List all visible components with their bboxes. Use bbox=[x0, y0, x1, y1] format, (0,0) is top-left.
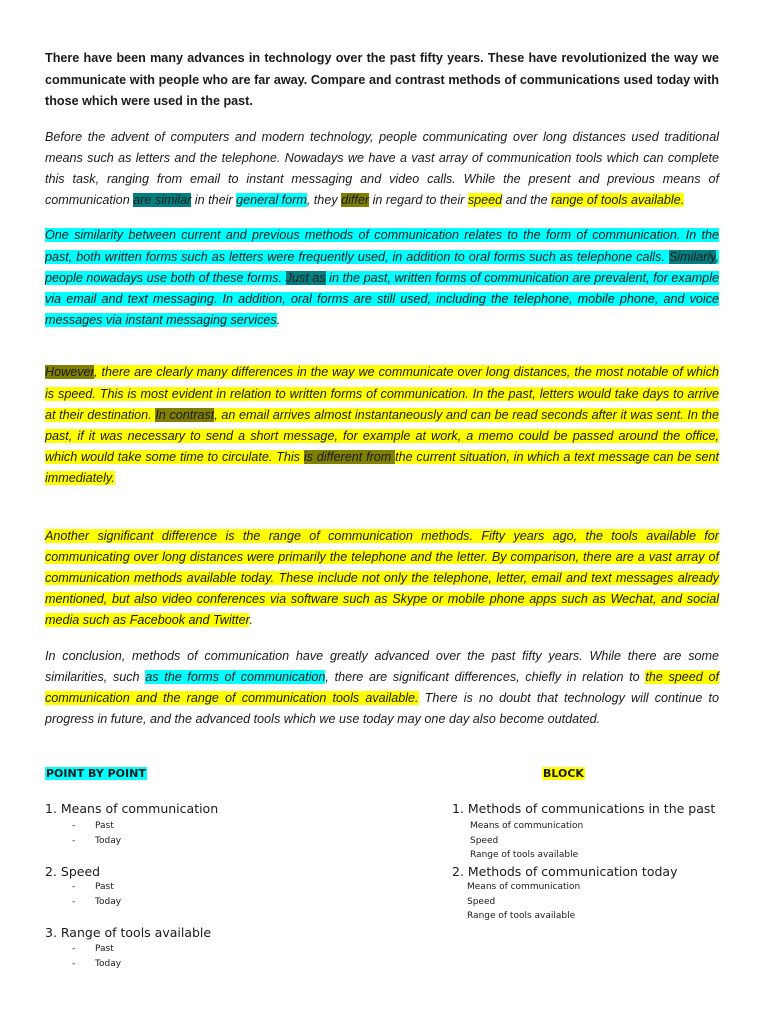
essay-paragraph bbox=[45, 127, 719, 212]
text-segment: in the past, written forms of communication are prevalent, for example via email and text messaging. In addition, oral forms are still used, including the telephone, mobile phone, and voice messages via instant messaging services bbox=[45, 270, 719, 328]
essay-paragraph bbox=[45, 526, 719, 632]
dash-bullet: - bbox=[72, 882, 76, 892]
document-page bbox=[45, 48, 719, 730]
block-item-2-sub-2: Speed bbox=[467, 897, 496, 907]
block-item-2-sub-3: Range of tools available bbox=[467, 911, 576, 921]
essay-prompt: There have been many advances in technology over the past fifty years. These have revolutionized the way we communicate with people who are far away. Compare and contrast methods of communications used today with those which were used in the past. bbox=[45, 51, 719, 108]
highlighted-text: In contrast bbox=[155, 407, 215, 422]
dash-bullet: - bbox=[72, 944, 76, 954]
text-segment: Another significant difference is the range of communication methods. Fifty years ago, the tools available for communicating over long distances were primarily the telephone and the letter. By comparison, there are a vast array of communication methods available today. These include not only the telephone, letter, email and text messages already mentioned, but also video conferences via software such as Skype or mobile phone apps such as Wechat, and social media such as Facebook and Twitter bbox=[45, 528, 719, 628]
highlighted-text: Similarly bbox=[668, 249, 716, 264]
highlighted-text: general form bbox=[236, 193, 307, 208]
block-item-1-sub-1: Means of communication bbox=[470, 821, 584, 831]
dash-bullet: - bbox=[72, 897, 76, 907]
highlighted-text: range of tools available. bbox=[551, 193, 685, 208]
essay-paragraph bbox=[45, 225, 719, 331]
essay-paragraph bbox=[45, 362, 719, 489]
text-segment: and the bbox=[502, 193, 552, 208]
text-segment: In conclusion, methods of communication have greatly advanced over the past fifty years. While there are some similarities, such bbox=[45, 648, 719, 684]
highlighted-text: However bbox=[45, 365, 94, 380]
highlighted-text: is different from bbox=[303, 450, 396, 465]
highlighted-text: are similar bbox=[133, 193, 192, 208]
pbp-item-2-sub-1: Past bbox=[95, 882, 114, 892]
block-item-1: 1. Methods of communications in the past bbox=[452, 801, 716, 816]
text-segment: in their bbox=[191, 193, 237, 208]
pbp-item-2: 2. Speed bbox=[45, 864, 101, 879]
highlighted-text: differ bbox=[341, 193, 370, 208]
block-heading: BLOCK bbox=[543, 767, 584, 780]
dash-bullet: - bbox=[72, 836, 76, 846]
highlighted-text: the speed of communication and the range of communication tools available. bbox=[45, 669, 719, 705]
text-segment: , they bbox=[306, 193, 342, 208]
highlighted-text: as the forms of communication bbox=[145, 669, 326, 684]
highlighted-text: Just as bbox=[285, 270, 326, 285]
text-segment: the current situation, in which a text message can be sent immediately. bbox=[45, 450, 719, 486]
block-item-2-sub-1: Means of communication bbox=[467, 882, 581, 892]
pbp-item-3-sub-2: Today bbox=[95, 959, 122, 969]
text-segment: One similarity between current and previous methods of communication relates to the form of communication. In the past, both written forms such as letters were frequently used, in addition to oral forms such as telephone calls. bbox=[45, 228, 719, 264]
block-item-2: 2. Methods of communication today bbox=[452, 864, 678, 879]
essay-paragraph bbox=[45, 646, 719, 731]
highlighted-text: speed bbox=[467, 193, 503, 208]
pbp-item-1-sub-1: Past bbox=[95, 821, 114, 831]
block-item-1-sub-2: Speed bbox=[470, 836, 499, 846]
essay-body bbox=[45, 127, 719, 731]
text-segment: . bbox=[249, 613, 253, 628]
pbp-item-3-sub-1: Past bbox=[95, 944, 114, 954]
text-segment: , people nowadays use both of these forms. bbox=[45, 249, 719, 285]
text-segment: , an email arrives almost instantaneously and can be read seconds after it was sent. In the past, if it was necessary to send a short message, for example at work, a memo could be passed around the office, which would take some time to circulate. This bbox=[45, 407, 719, 465]
pbp-item-1: 1. Means of communication bbox=[45, 801, 219, 816]
point-by-point-heading: POINT BY POINT bbox=[46, 767, 146, 780]
dash-bullet: - bbox=[72, 959, 76, 969]
text-segment: , there are significant differences, chiefly in relation to bbox=[325, 669, 646, 684]
text-segment: . bbox=[276, 313, 281, 328]
text-segment: Before the advent of computers and modern technology, people communicating over long distances used traditional means such as letters and the telephone. Nowadays we have a vast array of communication tools which can complete this task, ranging from email to instant messaging and video calls. While the present and previous means of communication bbox=[45, 129, 719, 208]
pbp-item-1-sub-2: Today bbox=[95, 836, 122, 846]
dash-bullet: - bbox=[72, 821, 76, 831]
pbp-item-2-sub-2: Today bbox=[95, 897, 122, 907]
text-segment: , there are clearly many differences in the way we communicate over long distances, the most notable of which is speed. This is most evident in relation to written forms of communication. In the past, letters would take days to arrive at their destination. bbox=[45, 365, 719, 422]
text-segment: There is no doubt that technology will continue to progress in future, and the advanced tools which we use today may one day also become outdated. bbox=[45, 690, 719, 727]
text-segment: in regard to their bbox=[369, 193, 468, 208]
essay-outline bbox=[0, 758, 768, 988]
pbp-item-3: 3. Range of tools available bbox=[45, 925, 212, 940]
block-item-1-sub-3: Range of tools available bbox=[470, 850, 579, 860]
